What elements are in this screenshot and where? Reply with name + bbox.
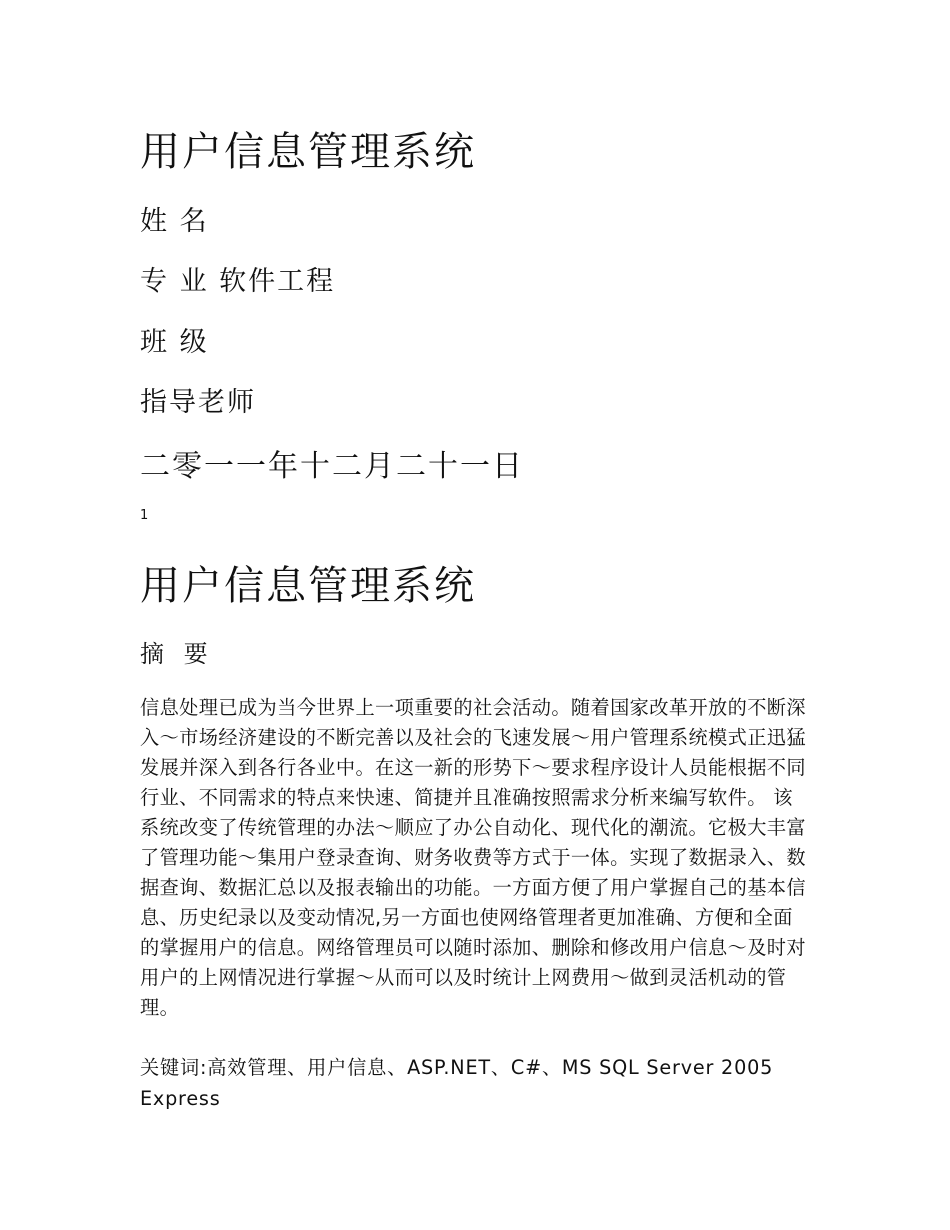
cover-title: 用户信息管理系统 (140, 129, 476, 175)
major-field: 专 业 软件工程 (140, 266, 336, 297)
abstract-heading: 摘 要 (140, 640, 214, 668)
keywords-line: 关键词:高效管理、用户信息、ASP.NET、C#、MS SQL Server 2005 Express (140, 1056, 774, 1110)
cover-date: 二零一一年十二月二十一日 (140, 449, 524, 484)
abstract-paragraph: 信息处理已成为当今世界上一项重要的社会活动。随着国家改革开放的不断深入～市场经济建设的不断完善以及社会的飞速发展～用户管理系统模式正迅猛发展并深入到各行各业中。在这一新的形势下～要求程序设计人员能根据不同行业、不同需求的特点来快速、简捷并且准确按照需求分析来编写软件。 该系统改变了传统管理的办法～顺应了办公自动化、现代化的潮流。它极大丰富了管理功能～集用户登录查询、财务收费等方式于一体。实现了数据录入、数据查询、数据汇总以及报表输出的功能。一方面方便了用户掌握自己的基本信息、历史纪录以及变动情况,另一方面也使网络管理者更加准确、方便和全面的掌握用户的信息。网络管理员可以随时添加、删除和修改用户信息～及时对用户的上网情况进行掌握～从而可以及时统计上网费用～做到灵活机动的管理。 (140, 696, 806, 1019)
name-field: 姓 名 (140, 206, 209, 237)
class-field: 班 级 (140, 327, 209, 358)
page-number: 1 (140, 508, 149, 523)
advisor-field: 指导老师 (140, 387, 256, 418)
body-title: 用户信息管理系统 (140, 563, 476, 609)
